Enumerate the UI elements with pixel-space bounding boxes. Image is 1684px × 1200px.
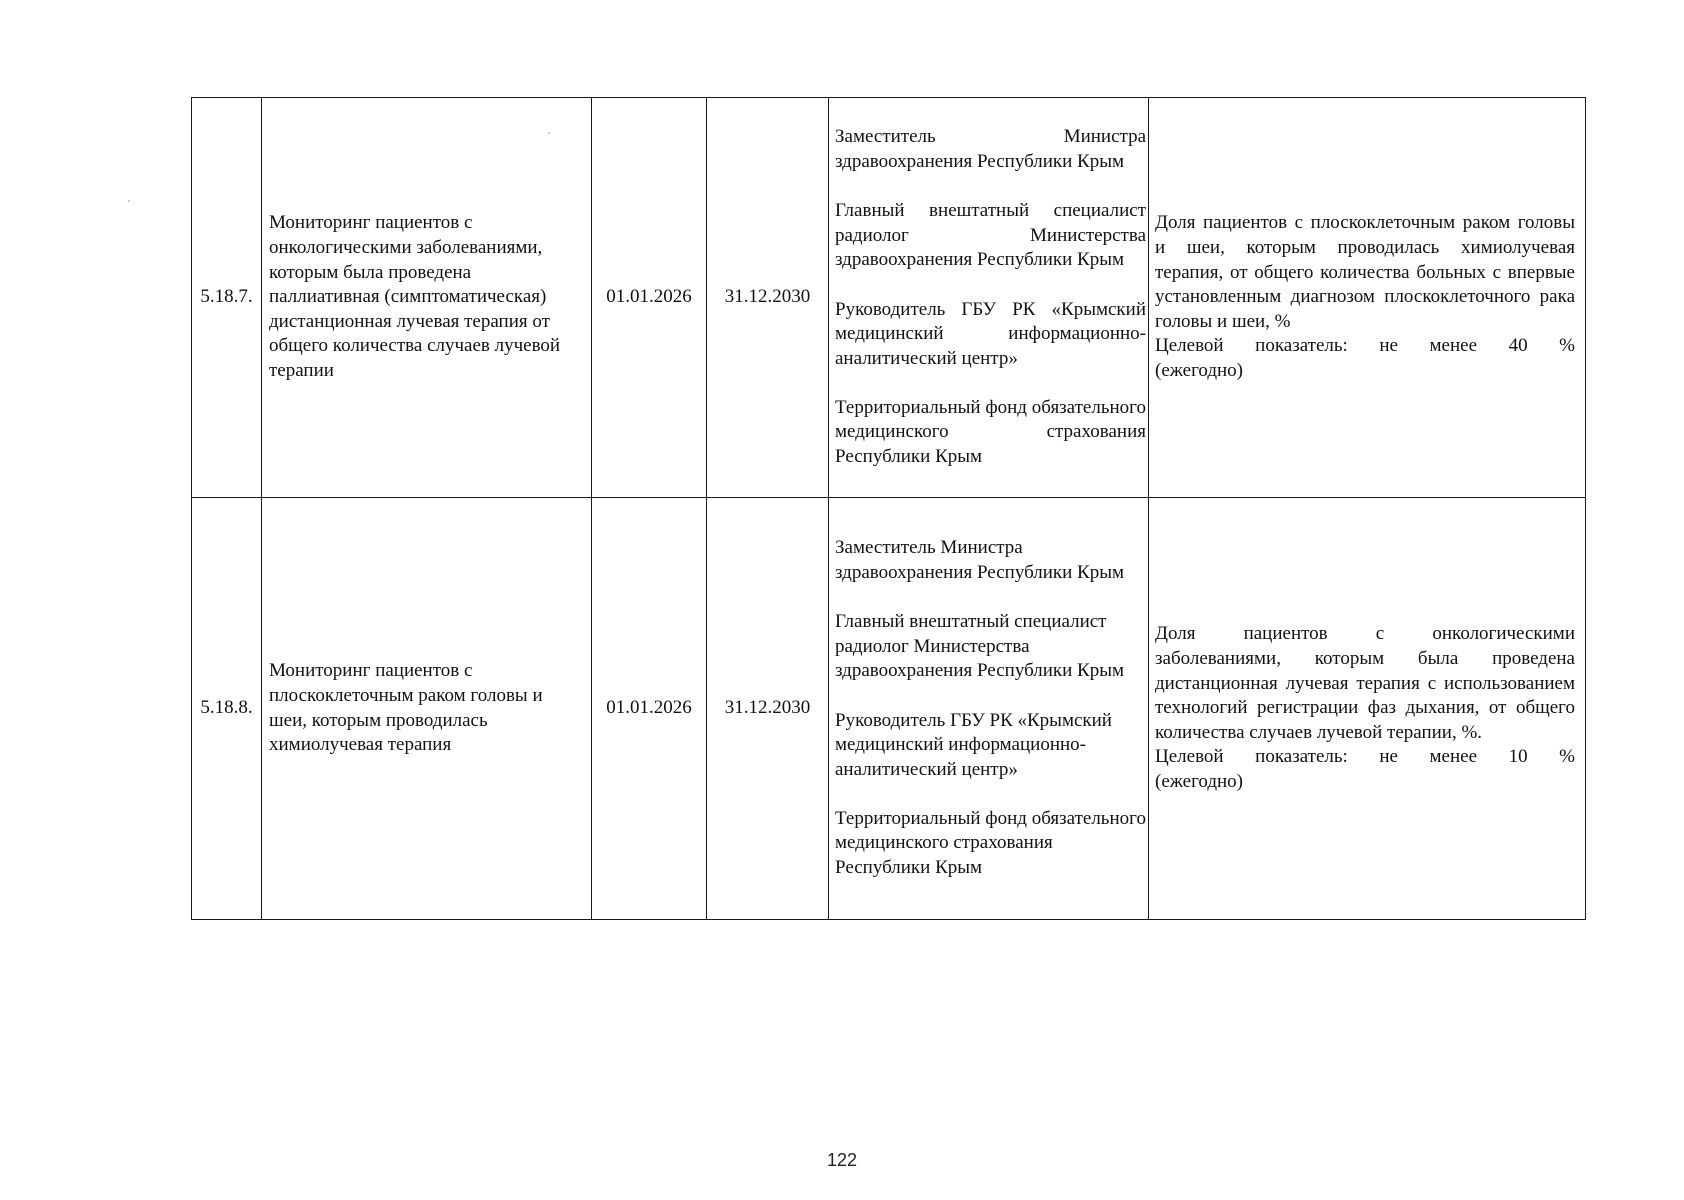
responsible-item: Главный внештатный специалист радиолог Министерства здравоохранения Республики Крым — [835, 200, 1146, 271]
table-row — [192, 498, 1586, 920]
responsible-cell — [829, 98, 1149, 498]
page-number: 122 — [826, 1150, 858, 1170]
row-number: 5.18.7. — [192, 98, 262, 498]
scan-speck — [128, 200, 130, 202]
table-row — [192, 98, 1586, 498]
event-name: Мониторинг пациентов с плоскоклеточным раком головы и шеи, которым проводилась химиолучевая терапия — [262, 498, 592, 920]
end-date: 31.12.2030 — [707, 98, 829, 498]
responsible-item: Территориальный фонд обязательного медицинского страхования Республики Крым — [835, 807, 1146, 879]
start-date: 01.01.2026 — [592, 98, 707, 498]
target-indicator: Целевой показатель: не менее 40 % — [1155, 335, 1575, 357]
target-period: (ежегодно) — [1155, 770, 1244, 792]
target-period: (ежегодно) — [1155, 359, 1244, 381]
responsible-cell — [829, 498, 1149, 920]
responsible-item: Руководитель ГБУ РК «Крымский медицинский информационно-аналитический центр» — [835, 298, 1146, 369]
target-indicator: Целевой показатель: не менее 10 % — [1155, 746, 1575, 768]
start-date: 01.01.2026 — [592, 498, 707, 920]
responsible-item: Руководитель ГБУ РК «Крымский медицинский информационно-аналитический центр» — [835, 709, 1112, 780]
responsible-item: Заместитель Министра здравоохранения Республики Крым — [835, 126, 1146, 172]
indicator-text: Доля пациентов с плоскоклеточным раком головы и шеи, которым проводилась химиолучевая терапия, от общего количества больных с впервые установленным диагнозом плоскоклеточного рака головы и шеи, % — [1155, 212, 1575, 332]
responsible-item: Заместитель Министра здравоохранения Республики Крым — [835, 537, 1125, 583]
indicator-text: Доля пациентов с онкологическими заболеваниями, которым была проведена дистанционная лучевая терапия с использованием технологий регистрации фаз дыхания, от общего количества случаев лучевой терапии, %. — [1155, 623, 1575, 743]
responsible-item: Главный внештатный специалист радиолог Министерства здравоохранения Республики Крым — [835, 611, 1125, 682]
indicator-cell — [1149, 498, 1586, 920]
end-date: 31.12.2030 — [707, 498, 829, 920]
measures-table — [191, 97, 1586, 920]
event-name: Мониторинг пациентов с онкологическими заболеваниями, которым была проведена паллиативная (симптоматическая) дистанционная лучевая терапия от общего количества случаев лучевой терапии — [262, 98, 592, 498]
indicator-cell — [1149, 98, 1586, 498]
row-number: 5.18.8. — [192, 498, 262, 920]
responsible-item: Территориальный фонд обязательного медицинского страхования Республики Крым — [835, 396, 1146, 468]
